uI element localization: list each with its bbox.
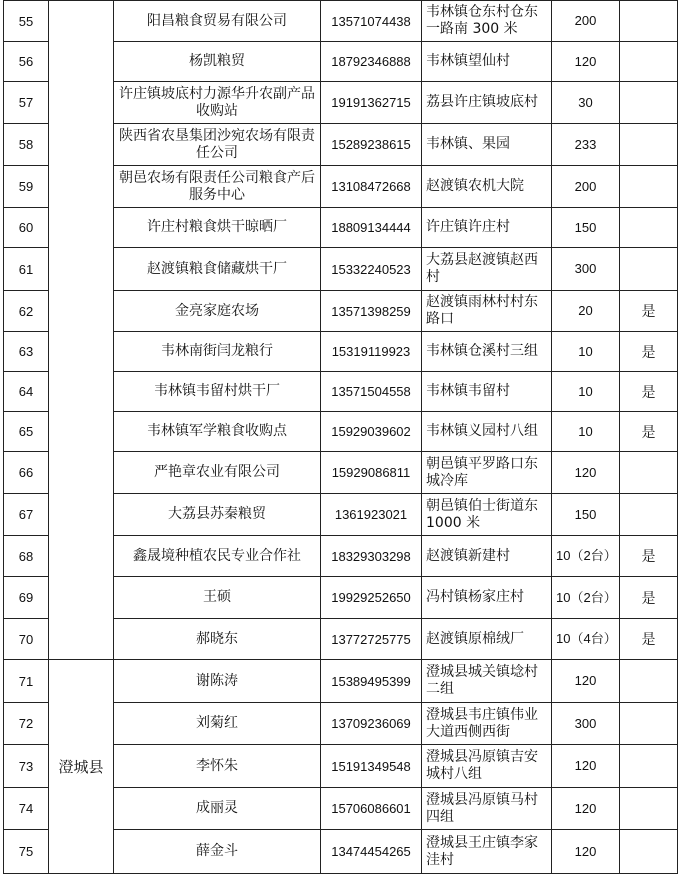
phone-cell: 13571074438 <box>321 1 422 42</box>
unit-name-cell: 韦林镇军学粮食收购点 <box>114 412 321 452</box>
phone-cell: 13571398259 <box>321 291 422 332</box>
flag-cell <box>620 1 678 42</box>
row-number-cell: 66 <box>4 452 49 494</box>
row-number-cell: 65 <box>4 412 49 452</box>
capacity-cell: 150 <box>552 208 620 248</box>
address-cell: 澄城县城关镇埝村二组 <box>422 660 552 703</box>
flag-cell: 是 <box>620 577 678 619</box>
row-number-cell: 59 <box>4 166 49 208</box>
address-cell: 赵渡镇雨林村村东路口 <box>422 291 552 332</box>
county-cell <box>49 1 114 660</box>
row-number-cell: 58 <box>4 124 49 166</box>
row-number-cell: 57 <box>4 82 49 124</box>
row-number-cell: 64 <box>4 372 49 412</box>
row-number-cell: 70 <box>4 619 49 660</box>
phone-cell: 19929252650 <box>321 577 422 619</box>
address-cell: 澄城县冯原镇马村四组 <box>422 788 552 830</box>
flag-cell <box>620 830 678 874</box>
row-number-cell: 68 <box>4 536 49 577</box>
capacity-cell: 120 <box>552 660 620 703</box>
capacity-cell: 200 <box>552 166 620 208</box>
capacity-cell: 120 <box>552 788 620 830</box>
phone-cell: 13709236069 <box>321 703 422 745</box>
phone-cell: 13108472668 <box>321 166 422 208</box>
capacity-cell: 10（2台） <box>552 577 620 619</box>
row-number-cell: 67 <box>4 494 49 536</box>
address-cell: 澄城县韦庄镇伟业大道西侧西街 <box>422 703 552 745</box>
capacity-cell: 120 <box>552 42 620 82</box>
phone-cell: 15389495399 <box>321 660 422 703</box>
unit-name-cell: 李怀朱 <box>114 745 321 788</box>
capacity-cell: 120 <box>552 745 620 788</box>
address-cell: 赵渡镇农机大院 <box>422 166 552 208</box>
capacity-cell: 10（2台） <box>552 536 620 577</box>
unit-name-cell: 薛金斗 <box>114 830 321 874</box>
capacity-cell: 10 <box>552 412 620 452</box>
address-cell: 赵渡镇原棉绒厂 <box>422 619 552 660</box>
address-cell: 韦林镇仓东村仓东一路南 300 米 <box>422 1 552 42</box>
flag-cell <box>620 248 678 291</box>
address-cell: 韦林镇、果园 <box>422 124 552 166</box>
phone-cell: 18792346888 <box>321 42 422 82</box>
address-cell: 韦林镇义园村八组 <box>422 412 552 452</box>
capacity-cell: 300 <box>552 248 620 291</box>
address-cell: 许庄镇许庄村 <box>422 208 552 248</box>
phone-cell: 15289238615 <box>321 124 422 166</box>
flag-cell: 是 <box>620 619 678 660</box>
address-cell: 澄城县王庄镇李家洼村 <box>422 830 552 874</box>
address-cell: 冯村镇杨家庄村 <box>422 577 552 619</box>
phone-cell: 15319119923 <box>321 332 422 372</box>
flag-cell <box>620 82 678 124</box>
flag-cell <box>620 452 678 494</box>
capacity-cell: 20 <box>552 291 620 332</box>
address-cell: 朝邑镇平罗路口东城冷库 <box>422 452 552 494</box>
phone-cell: 15929086811 <box>321 452 422 494</box>
unit-name-cell: 大荔县苏秦粮贸 <box>114 494 321 536</box>
address-cell: 澄城县冯原镇吉安城村八组 <box>422 745 552 788</box>
capacity-cell: 150 <box>552 494 620 536</box>
capacity-cell: 10（4台） <box>552 619 620 660</box>
phone-cell: 15191349548 <box>321 745 422 788</box>
row-number-cell: 74 <box>4 788 49 830</box>
capacity-cell: 120 <box>552 452 620 494</box>
capacity-cell: 10 <box>552 332 620 372</box>
capacity-cell: 30 <box>552 82 620 124</box>
row-number-cell: 69 <box>4 577 49 619</box>
phone-cell: 13772725775 <box>321 619 422 660</box>
phone-cell: 13474454265 <box>321 830 422 874</box>
address-cell: 赵渡镇新建村 <box>422 536 552 577</box>
address-cell: 荔县许庄镇坡底村 <box>422 82 552 124</box>
grain-facility-table <box>3 0 678 874</box>
address-cell: 韦林镇韦留村 <box>422 372 552 412</box>
capacity-cell: 10 <box>552 372 620 412</box>
phone-cell: 15706086601 <box>321 788 422 830</box>
flag-cell <box>620 166 678 208</box>
flag-cell <box>620 745 678 788</box>
row-number-cell: 63 <box>4 332 49 372</box>
unit-name-cell: 严艳章农业有限公司 <box>114 452 321 494</box>
address-cell: 韦林镇望仙村 <box>422 42 552 82</box>
table-body <box>4 1 678 874</box>
row-number-cell: 73 <box>4 745 49 788</box>
capacity-cell: 233 <box>552 124 620 166</box>
unit-name-cell: 许庄镇坡底村力源华升农副产品收购站 <box>114 82 321 124</box>
flag-cell <box>620 788 678 830</box>
row-number-cell: 61 <box>4 248 49 291</box>
flag-cell <box>620 494 678 536</box>
phone-cell: 1361923021 <box>321 494 422 536</box>
row-number-cell: 60 <box>4 208 49 248</box>
unit-name-cell: 刘菊红 <box>114 703 321 745</box>
capacity-cell: 120 <box>552 830 620 874</box>
unit-name-cell: 金亮家庭农场 <box>114 291 321 332</box>
unit-name-cell: 阳昌粮食贸易有限公司 <box>114 1 321 42</box>
flag-cell: 是 <box>620 412 678 452</box>
row-number-cell: 75 <box>4 830 49 874</box>
flag-cell <box>620 208 678 248</box>
table-row <box>4 660 678 703</box>
row-number-cell: 55 <box>4 1 49 42</box>
table-row <box>4 1 678 42</box>
flag-cell <box>620 703 678 745</box>
unit-name-cell: 陕西省农垦集团沙宛农场有限责任公司 <box>114 124 321 166</box>
unit-name-cell: 赵渡镇粮食储藏烘干厂 <box>114 248 321 291</box>
unit-name-cell: 成丽灵 <box>114 788 321 830</box>
phone-cell: 18809134444 <box>321 208 422 248</box>
unit-name-cell: 杨凯粮贸 <box>114 42 321 82</box>
flag-cell <box>620 42 678 82</box>
unit-name-cell: 郝晓东 <box>114 619 321 660</box>
flag-cell: 是 <box>620 372 678 412</box>
unit-name-cell: 谢陈涛 <box>114 660 321 703</box>
row-number-cell: 56 <box>4 42 49 82</box>
phone-cell: 15929039602 <box>321 412 422 452</box>
flag-cell: 是 <box>620 291 678 332</box>
county-cell: 澄城县 <box>49 660 114 874</box>
unit-name-cell: 朝邑农场有限责任公司粮食产后服务中心 <box>114 166 321 208</box>
row-number-cell: 72 <box>4 703 49 745</box>
phone-cell: 19191362715 <box>321 82 422 124</box>
unit-name-cell: 鑫晟境种植农民专业合作社 <box>114 536 321 577</box>
row-number-cell: 62 <box>4 291 49 332</box>
capacity-cell: 200 <box>552 1 620 42</box>
address-cell: 朝邑镇伯士街道东1000 米 <box>422 494 552 536</box>
unit-name-cell: 韦林镇韦留村烘干厂 <box>114 372 321 412</box>
flag-cell <box>620 660 678 703</box>
row-number-cell: 71 <box>4 660 49 703</box>
address-cell: 大荔县赵渡镇赵西村 <box>422 248 552 291</box>
phone-cell: 13571504558 <box>321 372 422 412</box>
flag-cell: 是 <box>620 332 678 372</box>
unit-name-cell: 王硕 <box>114 577 321 619</box>
phone-cell: 15332240523 <box>321 248 422 291</box>
flag-cell <box>620 124 678 166</box>
capacity-cell: 300 <box>552 703 620 745</box>
unit-name-cell: 许庄村粮食烘干晾晒厂 <box>114 208 321 248</box>
unit-name-cell: 韦林南街闫龙粮行 <box>114 332 321 372</box>
flag-cell: 是 <box>620 536 678 577</box>
phone-cell: 18329303298 <box>321 536 422 577</box>
address-cell: 韦林镇仓溪村三组 <box>422 332 552 372</box>
